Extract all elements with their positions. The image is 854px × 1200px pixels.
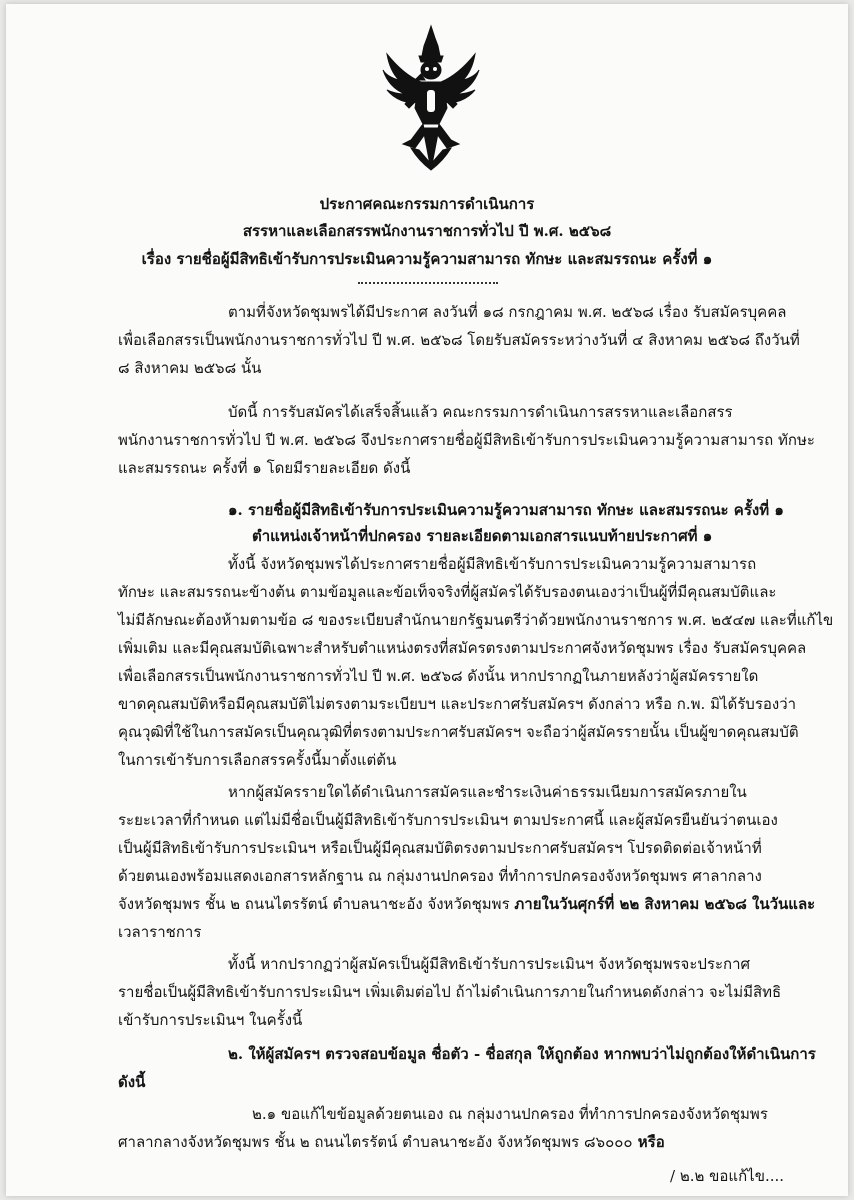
garuda-emblem-icon (381, 24, 481, 172)
paragraph-line: รายชื่อเป็นผู้มีสิทธิเข้ารับการประเมินฯ เพิ่มเติมต่อไป ถ้าไม่ดำเนินการภายในกำหนดดังกล่าว จะไม่มีสิทธิ (118, 983, 782, 1001)
paragraph-line: ๒.๑ ขอแก้ไขข้อมูลด้วยตนเอง ณ กลุ่มงานปกครอง ที่ทำการปกครองจังหวัดชุมพร (252, 1105, 768, 1123)
paragraph-line: ด้วยตนเองพร้อมแสดงเอกสารหลักฐาน ณ กลุ่มงานปกครอง ที่ทำการปกครองจังหวัดชุมพร ศาลากลาง (118, 867, 762, 885)
address-text: ศาลากลางจังหวัดชุมพร ชั้น ๒ ถนนไตรรัตน์ ตำบลนาชะอัง จังหวัดชุมพร ๘๖๐๐๐ (118, 1133, 633, 1151)
paragraph-line: ระยะเวลาที่กำหนด แต่ไม่มีชื่อเป็นผู้มีสิทธิเข้ารับการประเมินฯ ตามประกาศนี้ และผู้สมัครยืนยันว่าตนเอง (118, 811, 778, 829)
paragraph-line: ขาดคุณสมบัติหรือมีคุณสมบัติไม่ตรงตามระเบียบฯ และประกาศรับสมัครฯ ดังกล่าว หรือ ก.พ. มิได้รับรองว่า (118, 695, 797, 713)
paragraph-line: เวลาราชการ (118, 923, 202, 941)
paragraph-line: หากผู้สมัครรายใดได้ดำเนินการสมัครและชำระเงินค่าธรรมเนียมการสมัครภายใน (228, 783, 747, 801)
paragraph-line (118, 1132, 665, 1152)
paragraph-line: ๘ สิงหาคม ๒๕๖๘ นั้น (118, 359, 262, 377)
paragraph-line: เข้ารับการประเมินฯ ในครั้งนี้ (118, 1011, 303, 1029)
deadline-text: ภายในวันศุกร์ที่ ๒๒ สิงหาคม ๒๕๖๘ ในวันและ (514, 895, 816, 913)
section-heading: ๑. รายชื่อผู้มีสิทธิเข้ารับการประเมินความรู้ความสามารถ ทักษะ และสมรรถนะ ครั้งที่ ๑ (228, 501, 784, 519)
section-heading: ตำแหน่งเจ้าหน้าที่ปกครอง รายละเอียดตามเอกสารแนบท้ายประกาศที่ ๑ (252, 527, 713, 545)
document-page (6, 4, 848, 1196)
paragraph-line: พนักงานราชการทั่วไป ปี พ.ศ. ๒๕๖๘ จึงประกาศรายชื่อผู้มีสิทธิเข้ารับการประเมินความรู้ความสามารถ ทักษะ (118, 431, 815, 449)
paragraph-line: ทั้งนี้ หากปรากฏว่าผู้สมัครเป็นผู้มีสิทธิเข้ารับการประเมินฯ จังหวัดชุมพรจะประกาศ (228, 955, 751, 973)
paragraph-line: ในการเข้ารับการเลือกสรรครั้งนี้มาตั้งแต่ต้น (118, 751, 397, 769)
address-text: จังหวัดชุมพร ชั้น ๒ ถนนไตรรัตน์ ตำบลนาชะอัง จังหวัดชุมพร (118, 895, 515, 913)
or-text: หรือ (632, 1133, 665, 1151)
section-heading: ๒. ให้ผู้สมัครฯ ตรวจสอบข้อมูล ชื่อตัว - ชื่อสกุล ให้ถูกต้อง หากพบว่าไม่ถูกต้องให้ดำเนินการ (228, 1045, 816, 1063)
paragraph-line: เพิ่มเติม และมีคุณสมบัติเฉพาะสำหรับตำแหน่งตรงที่สมัครตรงตามประกาศจังหวัดชุมพร เรื่อง รับสมัครบุคคล (118, 639, 807, 657)
paragraph-line: และสมรรถนะ ครั้งที่ ๑ โดยมีรายละเอียด ดังนี้ (118, 459, 411, 477)
section-heading: ดังนี้ (118, 1073, 146, 1091)
announcement-subject: เรื่อง รายชื่อผู้มีสิทธิเข้ารับการประเมินความรู้ความสามารถ ทักษะ และสมรรถนะ ครั้งที่ ๑ (141, 250, 713, 268)
paragraph-line: ไม่มีลักษณะต้องห้ามตามข้อ ๘ ของระเบียบสำนักนายกรัฐมนตรีว่าด้วยพนักงานราชการ พ.ศ. ๒๕๔๗ และที่แก้ไข (118, 611, 834, 629)
paragraph-line: เป็นผู้มีสิทธิเข้ารับการประเมินฯ หรือเป็นผู้มีคุณสมบัติตรงตามประกาศรับสมัครฯ โปรดติดต่อเจ้าหน้าที่ (118, 839, 762, 857)
paragraph-line: เพื่อเลือกสรรเป็นพนักงานราชการทั่วไป ปี พ.ศ. ๒๕๖๘ ดังนั้น หากปรากฏในภายหลังว่าผู้สมัครรายใด (118, 667, 759, 685)
announcement-title-1: ประกาศคณะกรรมการดำเนินการ (319, 195, 535, 213)
page-continuation: / ๒.๒ ขอแก้ไข.... (670, 1167, 785, 1185)
paragraph-line: เพื่อเลือกสรรเป็นพนักงานราชการทั่วไป ปี พ.ศ. ๒๕๖๘ โดยรับสมัครระหว่างวันที่ ๔ สิงหาคม ๒๕๖๘ ถึงวันที่ (118, 331, 800, 349)
paragraph-line: ตามที่จังหวัดชุมพรได้มีประกาศ ลงวันที่ ๑๘ กรกฎาคม พ.ศ. ๒๕๖๘ เรื่อง รับสมัครบุคคล (228, 303, 787, 321)
paragraph-line (118, 894, 815, 914)
paragraph-line: คุณวุฒิที่ใช้ในการสมัครเป็นคุณวุฒิที่ตรงตามประกาศรับสมัครฯ จะถือว่าผู้สมัครรายนั้น เป็นผู้ขาดคุณสมบัติ (118, 723, 799, 741)
title-separator (358, 282, 498, 284)
paragraph-line: ทักษะ และสมรรถนะข้างต้น ตามข้อมูลและข้อเท็จจริงที่ผู้สมัครได้รับรองตนเองว่าเป็นผู้ที่มีคุณสมบัติและ (118, 583, 777, 601)
announcement-title-2: สรรหาและเลือกสรรพนักงานราชการทั่วไป ปี พ.ศ. ๒๕๖๘ (242, 222, 612, 240)
paragraph-line: บัดนี้ การรับสมัครได้เสร็จสิ้นแล้ว คณะกรรมการดำเนินการสรรหาและเลือกสรร (228, 403, 733, 421)
paragraph-line: ทั้งนี้ จังหวัดชุมพรได้ประกาศรายชื่อผู้มีสิทธิเข้ารับการประเมินความรู้ความสามารถ (228, 555, 757, 573)
